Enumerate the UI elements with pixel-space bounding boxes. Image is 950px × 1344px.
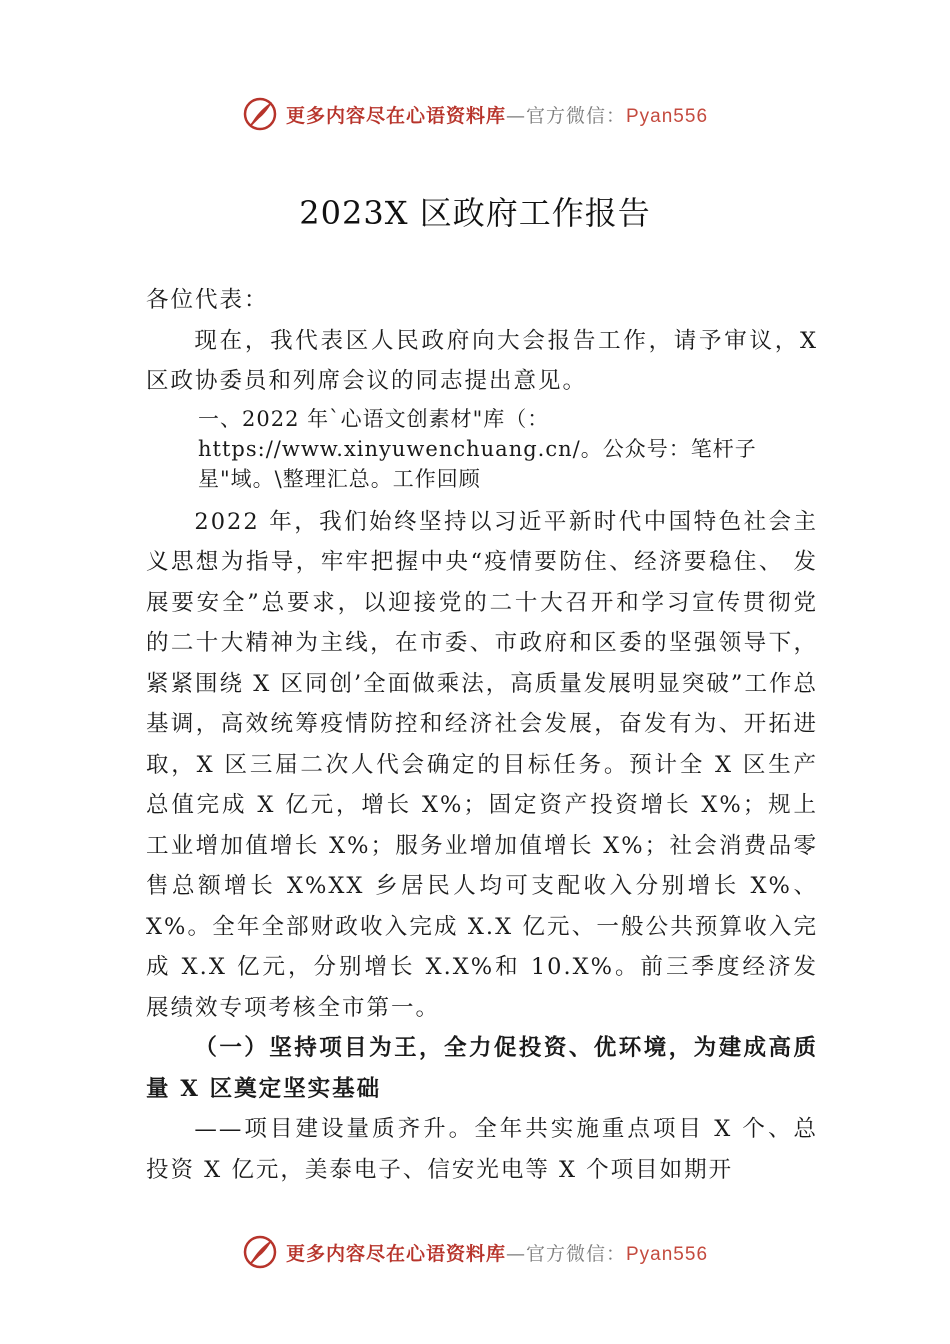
document-body xyxy=(146,280,818,1190)
header-banner xyxy=(0,94,950,134)
section-heading: 一、2022 年`心语文创素材"库（：https://www.xinyuwenchuang.cn/。公众号：笔杆子星"域。\整理汇总。工作回顾 xyxy=(198,406,757,491)
page-title: 2023X 区政府工作报告 xyxy=(299,194,651,232)
project-paragraph: ——项目建设量质齐升。全年共实施重点项目 X 个、总投资 X 亿元，美泰电子、信安光电等 X 个项目如期开 xyxy=(146,1116,818,1183)
footer-banner xyxy=(0,1232,950,1272)
summary-paragraph: 2022 年，我们始终坚持以习近平新时代中国特色社会主义思想为指导，牢牢把握中央“疫情要防住、经济要稳住、 发展要安全”总要求，以迎接党的二十大召开和学习宣传贯彻党的二十大精神为主线，在市委、市政府和区委的坚强领导下，紧紧围绕 X 区同创’全面做乘法，高质量发展明显突破”工作总基调，高效统筹疫情防控和经济社会发展，奋发有为、开拓进取，X 区三届二次人代会确定的目标任务。预计全 X 区生产总值完成 X 亿元，增长 X%；固定资产投资增长 X%；规上工业增加值增长 X%；服务业增加值增长 X%；社会消费品零售总额增长 X%XX 乡居民人均可支配收入分别增长 X%、X%。全年全部财政收入完成 X.X 亿元、一般公共预算收入完成 X.X 亿元，分别增长 X.X%和 10.X%。前三季度经济发展绩效专项考核全市第一。 xyxy=(146,508,818,1021)
subsection-heading: （一）坚持项目为王，全力促投资、优环境，为建成高质量 X 区奠定坚实基础 xyxy=(146,1035,818,1102)
banner-text xyxy=(286,101,708,128)
banner-wechat-label: —官方微信： xyxy=(505,1242,626,1265)
feather-quill-logo-icon xyxy=(242,96,278,132)
intro-paragraph: 现在，我代表区人民政府向大会报告工作，请予审议，X 区政协委员和列席会议的同志提出意见。 xyxy=(146,327,818,394)
banner-text xyxy=(286,1239,708,1266)
banner-library-text: 更多内容尽在心语资料库 xyxy=(285,1242,506,1265)
banner-library-text: 更多内容尽在心语资料库 xyxy=(285,104,506,127)
banner-wechat-label: —官方微信： xyxy=(505,104,626,127)
banner-wechat-id: Pyan556 xyxy=(626,105,709,127)
feather-quill-logo-icon xyxy=(242,1234,278,1270)
banner-wechat-id: Pyan556 xyxy=(626,1243,709,1265)
salutation: 各位代表： xyxy=(146,287,269,313)
